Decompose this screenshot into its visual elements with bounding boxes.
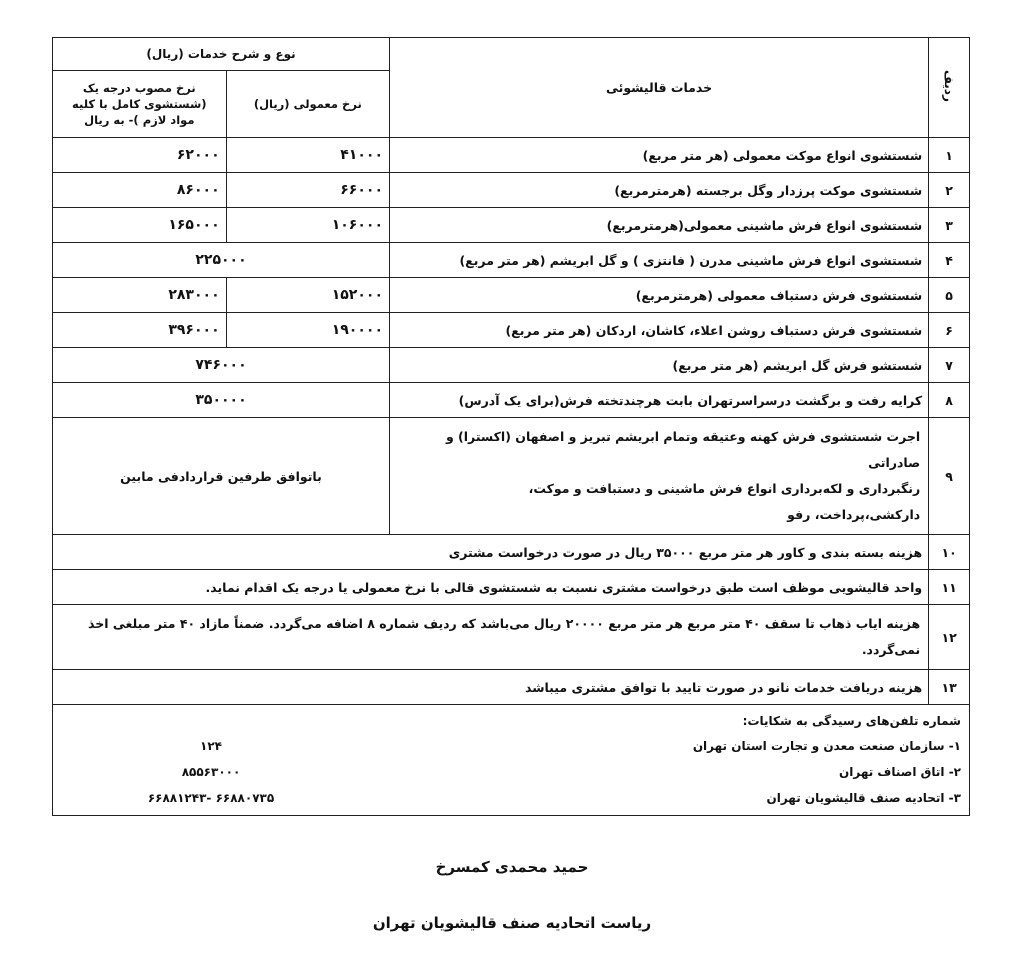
service-header: خدمات قالیشوئی [390,38,929,138]
premium-rate: ۲۸۳۰۰۰ [53,278,227,313]
row-number-header-label: ردیف [942,70,957,102]
merged-rate: ۳۵۰۰۰۰ [53,383,390,418]
row-number: ۱۱ [929,570,970,605]
price-list-sheet [52,37,970,816]
note-row [53,670,970,705]
premium-rate-header: نرخ مصوب درجه یک (شستشوی کامل با کلیه مواد لازم )- به ریال [53,71,227,138]
rates-table [52,37,970,816]
row-number: ۹ [929,418,970,535]
premium-rate: ۸۶۰۰۰ [53,173,227,208]
row-number: ۱۰ [929,535,970,570]
premium-rate: ۱۶۵۰۰۰ [53,208,227,243]
row-number-header [929,38,970,138]
note-row [53,535,970,570]
service-name: شستشوی انواع موکت معمولی (هر متر مربع) [390,138,929,173]
table-row [53,383,970,418]
signatory-title: ریاست اتحادیه صنف قالیشویان تهران [372,914,652,932]
normal-rate: ۱۰۶۰۰۰ [226,208,389,243]
service-name: شستشوی فرش دستباف روشن اعلاء، کاشان، اردکان (هر متر مربع) [390,313,929,348]
service-name: کرایه رفت و برگشت درسراسرتهران بابت هرچندتخته فرش(برای یک آدرس) [390,383,929,418]
note-row [53,570,970,605]
contacts-heading: شماره تلفن‌های رسیدگی به شکایات: [742,714,961,728]
contact-phone: ۱۲۴ [200,739,222,753]
normal-rate-header: نرخ معمولی (ریال) [226,71,389,138]
row-number: ۱۲ [929,605,970,670]
merged-rate: ۲۲۵۰۰۰ [53,243,390,278]
service-type-header: نوع و شرح خدمات (ریال) [53,38,390,71]
contact-label: ۱- سازمان صنعت معدن و تجارت استان تهران [692,739,961,753]
table-row [53,208,970,243]
row-number: ۷ [929,348,970,383]
contact-item [61,733,961,759]
complaint-contacts [53,705,970,816]
row-number: ۸ [929,383,970,418]
note-text: هزینه دریافت خدمات نانو در صورت تایید با توافق مشتری میباشد [53,670,929,705]
service-name: شستشو فرش گل ابریشم (هر متر مربع) [390,348,929,383]
special-services-rate: باتوافق طرفین قراردادفی مابین [53,418,390,535]
premium-rate: ۳۹۶۰۰۰ [53,313,227,348]
table-row [53,138,970,173]
table-row [53,173,970,208]
contact-item [61,785,961,811]
note-text: واحد قالیشویی موظف است طبق درخواست مشتری نسبت به شستشوی قالی با نرخ معمولی یا درجه یک اقدام نماید. [53,570,929,605]
normal-rate: ۴۱۰۰۰ [226,138,389,173]
row-number: ۶ [929,313,970,348]
contacts-row [53,705,970,816]
special-services-line: اجرت شستشوی فرش کهنه وعتیقه وتمام ابریشم تبریز و اصفهان (اکسترا) و [445,429,921,444]
row-number: ۳ [929,208,970,243]
row-number: ۴ [929,243,970,278]
normal-rate: ۶۶۰۰۰ [226,173,389,208]
table-row [53,313,970,348]
special-services-description [390,418,929,535]
row-number: ۲ [929,173,970,208]
table-row [53,348,970,383]
contact-item [61,759,961,785]
note-text: هزینه بسته بندی و کاور هر متر مربع ۳۵۰۰۰ ریال در صورت درخواست مشتری [53,535,929,570]
service-name: شستشوی فرش دستباف معمولی (هرمترمربع) [390,278,929,313]
normal-rate: ۱۵۲۰۰۰ [226,278,389,313]
row-number: ۱ [929,138,970,173]
normal-rate: ۱۹۰۰۰۰ [226,313,389,348]
contact-label: ۳- اتحادیه صنف قالیشویان تهران [766,791,961,805]
table-row [53,278,970,313]
service-name: شستشوی انواع فرش ماشینی مدرن ( فانتزی ) و گل ابریشم (هر متر مربع) [390,243,929,278]
special-services-line: صادراتی [868,455,921,470]
table-header-row [53,38,970,71]
service-name: شستشوی انواع فرش ماشینی معمولی(هرمترمربع) [390,208,929,243]
note-text: هزینه ایاب ذهاب تا سقف ۴۰ متر مربع هر متر مربع ۲۰۰۰۰ ریال می‌باشد که ردیف شماره ۸ اضافه می‌گردد. ضمناً مازاد ۴۰ متر مبلغی اخذ نمی‌گردد. [53,605,929,670]
table-row-special-services [53,418,970,535]
special-services-line: دارکشی،پرداخت، رفو [787,507,921,522]
note-row [53,605,970,670]
contact-label: ۲- اتاق اصناف تهران [839,765,961,779]
contact-phone: ۸۵۵۶۳۰۰۰ [181,765,241,779]
special-services-line: رنگبرداری و لکه‌برداری انواع فرش ماشینی و دستبافت و موکت، [528,481,921,496]
service-name: شستشوی موکت پرزدار وگل برجسته (هرمترمربع) [390,173,929,208]
table-row [53,243,970,278]
premium-rate: ۶۲۰۰۰ [53,138,227,173]
row-number: ۵ [929,278,970,313]
contact-phone: ۶۶۸۸۰۷۳۵ -۶۶۸۸۱۲۴۳ [147,791,275,805]
signatory-name: حمید محمدی کمسرخ [435,858,589,876]
row-number: ۱۳ [929,670,970,705]
merged-rate: ۷۴۶۰۰۰ [53,348,390,383]
